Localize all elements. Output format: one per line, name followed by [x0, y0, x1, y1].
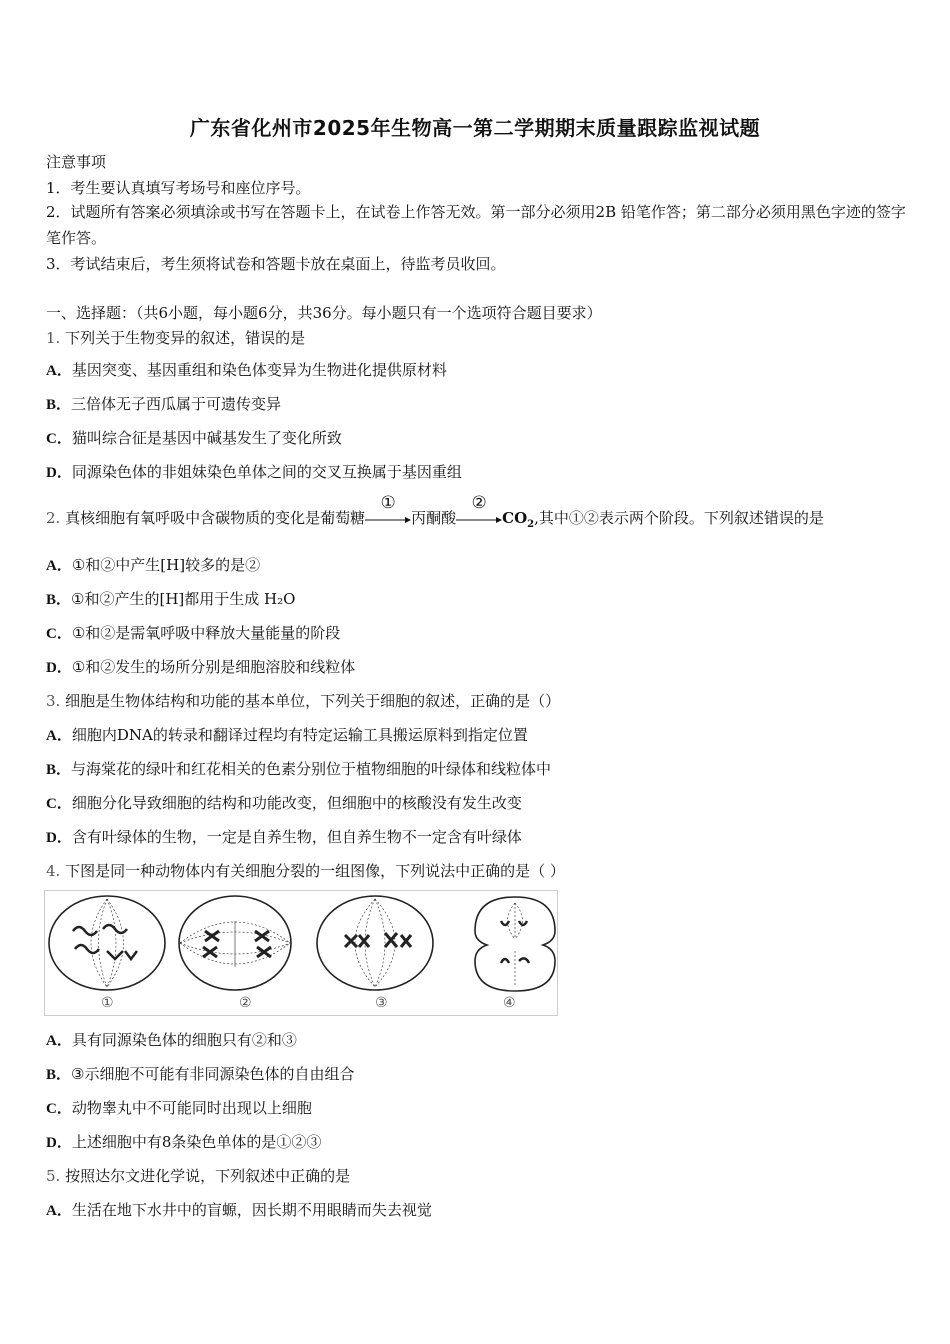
question-number: 1. — [46, 329, 61, 347]
question-3 — [46, 691, 560, 711]
formula-subscript: 2 — [527, 519, 535, 530]
figure-label-1: ① — [101, 995, 114, 1011]
option-text: ①和②产生的[H]都用于生成 H₂O — [71, 590, 296, 608]
q1-option-a[interactable] — [46, 360, 447, 381]
option-text: ③示细胞不可能有非同源染色体的自由组合 — [71, 1065, 355, 1083]
step-label: ② — [471, 493, 487, 513]
notice-heading: 注意事项 — [46, 153, 107, 171]
option-letter: D． — [46, 465, 72, 481]
q3-option-b[interactable] — [46, 759, 551, 780]
question-stem: 下图是同一种动物体内有关细胞分裂的一组图像，下列说法中正确的是（ ） — [65, 862, 565, 880]
intermediate-product: 丙酮酸 — [411, 509, 457, 527]
q3-option-a[interactable] — [46, 725, 528, 746]
option-letter: D． — [46, 1135, 72, 1151]
reaction-arrow-2 — [456, 493, 502, 529]
option-letter: B． — [46, 1067, 72, 1083]
q4-option-a[interactable] — [46, 1030, 297, 1051]
question-stem: 细胞是生物体结构和功能的基本单位，下列关于细胞的叙述，正确的是（） — [65, 692, 561, 710]
question-stem-part-b: ,其中①②表示两个阶段。下列叙述错误的是 — [534, 509, 824, 527]
option-text: 猫叫综合征是基因中碱基发生了变化所致 — [71, 429, 342, 447]
q4-option-c[interactable] — [46, 1098, 312, 1119]
q3-option-c[interactable] — [46, 793, 522, 814]
option-text: ①和②中产生[H]较多的是② — [71, 556, 261, 574]
option-letter: B． — [46, 592, 72, 608]
formula-text: CO — [502, 509, 528, 527]
option-letter: C． — [46, 796, 72, 812]
question-5 — [46, 1166, 350, 1186]
q2-option-d[interactable] — [46, 657, 355, 678]
figure-label-2: ② — [239, 995, 252, 1011]
q3-option-d[interactable] — [46, 827, 522, 848]
question-number: 4. — [46, 862, 61, 880]
q4-option-d[interactable] — [46, 1132, 321, 1153]
q1-option-d[interactable] — [46, 462, 462, 483]
question-number: 5. — [46, 1167, 61, 1185]
question-1 — [46, 328, 305, 348]
option-text: 细胞内DNA的转录和翻译过程均有特定运输工具搬运原料到指定位置 — [71, 726, 528, 744]
section-heading: 一、选择题：（共6小题，每小题6分，共36分。每小题只有一个选项符合题目要求） — [46, 304, 602, 322]
question-stem: 按照达尔文进化学说，下列叙述中正确的是 — [65, 1167, 351, 1185]
option-text: 基因突变、基因重组和染色体变异为生物进化提供原材料 — [71, 361, 447, 379]
notice-item-2: 2．试题所有答案必须填涂或书写在答题卡上，在试卷上作答无效。第一部分必须用2B 铅笔作答；第二部分必须用黑色字迹的签字笔作答。 — [46, 203, 906, 247]
option-text: 生活在地下水井中的盲螈，因长期不用眼睛而失去视觉 — [71, 1201, 432, 1219]
question-number: 3. — [46, 692, 61, 710]
notice-item-3: 3．考试结束后，考生须将试卷和答题卡放在桌面上，待监考员收回。 — [46, 255, 506, 273]
option-letter: C． — [46, 1101, 72, 1117]
option-text: 含有叶绿体的生物，一定是自养生物，但自养生物不一定含有叶绿体 — [71, 828, 522, 846]
q1-option-c[interactable] — [46, 428, 342, 449]
q5-option-a[interactable] — [46, 1200, 432, 1221]
page-title: 广东省化州市2025年生物高一第二学期期末质量跟踪监视试题 — [189, 116, 761, 140]
option-text: 具有同源染色体的细胞只有②和③ — [71, 1031, 297, 1049]
option-letter: A． — [46, 363, 72, 379]
cell-division-figure — [44, 890, 558, 1016]
option-text: 与海棠花的绿叶和红花相关的色素分别位于植物细胞的叶绿体和线粒体中 — [71, 760, 552, 778]
co2-formula — [502, 509, 535, 530]
notice-item-1: 1．考生要认真填写考场号和座位序号。 — [46, 179, 311, 197]
figure-label-3: ③ — [375, 995, 388, 1011]
option-letter: B． — [46, 762, 72, 778]
q2-option-c[interactable] — [46, 623, 340, 644]
question-number: 2. — [46, 509, 61, 527]
option-letter: C． — [46, 431, 72, 447]
q2-option-b[interactable] — [46, 589, 295, 610]
option-letter: A． — [46, 728, 72, 744]
q4-option-b[interactable] — [46, 1064, 354, 1085]
option-letter: D． — [46, 660, 72, 676]
option-text: 上述细胞中有8条染色单体的是①②③ — [71, 1133, 322, 1151]
reaction-arrow-1 — [365, 493, 411, 529]
cell-division-drawing — [45, 891, 557, 995]
step-label: ① — [380, 493, 396, 513]
option-letter: D． — [46, 830, 72, 846]
option-text: ①和②发生的场所分别是细胞溶胶和线粒体 — [71, 658, 356, 676]
question-2 — [46, 493, 824, 535]
q2-option-a[interactable] — [46, 555, 260, 576]
option-letter: C． — [46, 626, 72, 642]
figure-label-4: ④ — [503, 995, 516, 1011]
question-4 — [46, 861, 565, 881]
q1-option-b[interactable] — [46, 394, 281, 415]
question-stem-part-a: 真核细胞有氧呼吸中含碳物质的变化是葡萄糖 — [65, 509, 366, 527]
option-text: ①和②是需氧呼吸中释放大量能量的阶段 — [71, 624, 341, 642]
option-letter: A． — [46, 1203, 72, 1219]
option-letter: A． — [46, 558, 72, 574]
option-letter: B． — [46, 397, 72, 413]
option-text: 三倍体无子西瓜属于可遗传变异 — [71, 395, 282, 413]
option-text: 动物睾丸中不可能同时出现以上细胞 — [71, 1099, 312, 1117]
option-letter: A． — [46, 1033, 72, 1049]
option-text: 细胞分化导致细胞的结构和功能改变，但细胞中的核酸没有发生改变 — [71, 794, 522, 812]
question-stem: 下列关于生物变异的叙述，错误的是 — [65, 329, 306, 347]
option-text: 同源染色体的非姐妹染色单体之间的交叉互换属于基因重组 — [71, 463, 462, 481]
